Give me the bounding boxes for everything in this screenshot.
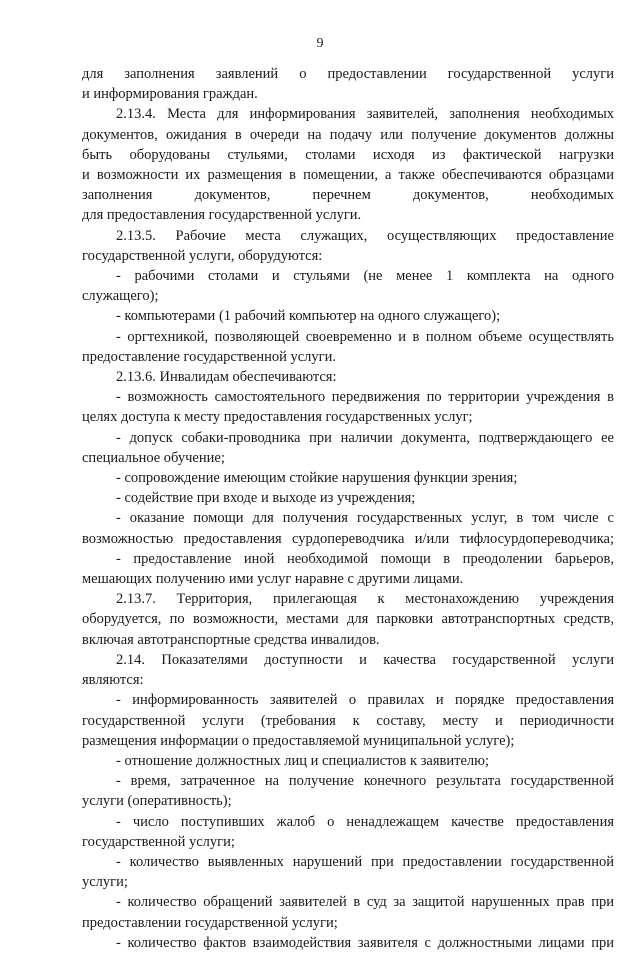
text-line: - число поступивших жалоб о ненадлежащем качестве предоставления (116, 813, 614, 830)
text-line: - допуск собаки-проводника при наличии документа, подтверждающего ее (116, 429, 614, 446)
text-line: мешающих получению ими услуг наравне с другими лицами. (82, 571, 464, 588)
text-line: являются: (82, 672, 144, 689)
text-line: и информирования граждан. (82, 86, 258, 103)
text-line: - информированность заявителей о правилах и порядке предоставления (116, 692, 614, 709)
text-line: государственной услуги, оборудуются: (82, 247, 323, 264)
text-line: 2.14. Показателями доступности и качества государственной услуги (116, 651, 614, 668)
text-line: документов, ожидания в очереди на подачу или получение документов должны (82, 126, 614, 143)
text-line: быть оборудованы стульями, столами исходя из фактической нагрузки (82, 146, 614, 163)
text-line: - количество выявленных нарушений при предоставлении государственной (116, 853, 614, 870)
text-line: оборудуется, по возможности, местами для парковки автотранспортных средств, (82, 611, 614, 628)
text-line: - содействие при входе и выходе из учреждения; (116, 490, 416, 507)
text-line: 2.13.7. Территория, прилегающая к местонахождению учреждения (116, 591, 614, 608)
text-line: - количество фактов взаимодействия заявителя с должностными лицами при (116, 934, 614, 951)
text-line: - предоставление иной необходимой помощи в преодолении барьеров, (116, 550, 614, 567)
text-line: возможностью предоставления сурдопереводчика и/или тифлосурдопереводчика; (82, 530, 614, 547)
text-line: для предоставления государственной услуги. (82, 207, 362, 224)
text-line: услуги; (82, 874, 128, 891)
text-line: 2.13.5. Рабочие места служащих, осуществляющих предоставление (116, 227, 614, 244)
text-line: предоставление государственной услуги. (82, 348, 337, 365)
text-line: услуги (оперативность); (82, 793, 232, 810)
text-line: - оказание помощи для получения государственных услуг, в том числе с (116, 510, 614, 527)
text-line: - отношение должностных лиц и специалистов к заявителю; (116, 752, 490, 769)
text-line: специальное обучение; (82, 449, 225, 466)
document-body (82, 64, 614, 953)
text-line: - возможность самостоятельного передвижения по территории учреждения в (116, 389, 614, 406)
text-line: - время, затраченное на получение конечного результата государственной (116, 773, 614, 790)
text-line: и возможности их размещения в помещении, а также обеспечиваются образцами (82, 167, 614, 184)
text-line: включая автотранспортные средства инвалидов. (82, 631, 380, 648)
text-line: - оргтехникой, позволяющей своевременно и в полном объеме осуществлять (116, 328, 614, 345)
text-line: - количество обращений заявителей в суд за защитой нарушенных прав при (116, 894, 614, 911)
text-line: - компьютерами (1 рабочий компьютер на одного служащего); (116, 308, 501, 325)
text-line: служащего); (82, 288, 159, 305)
text-line: 2.13.6. Инвалидам обеспечиваются: (116, 369, 337, 386)
text-line: предоставлении государственной услуги; (82, 914, 338, 931)
text-line: - сопровождение имеющим стойкие нарушения функции зрения; (116, 470, 518, 487)
text-line: для заполнения заявлений о предоставлении государственной услуги (82, 66, 614, 82)
text-line: государственной услуги (требования к составу, месту и периодичности (82, 712, 614, 729)
text-line: размещения информации о предоставляемой муниципальной услуге); (82, 732, 515, 749)
text-line: целях доступа к месту предоставления государственных услуг; (82, 409, 473, 426)
text-line: заполнения документов, перечнем документов, необходимых (82, 187, 614, 204)
text-line: 2.13.4. Места для информирования заявителей, заполнения необходимых (116, 106, 614, 123)
page-number: 9 (316, 36, 324, 51)
text-line: государственной услуги; (82, 833, 235, 850)
text-line: - рабочими столами и стульями (не менее 1 комплекта на одного (116, 268, 614, 285)
